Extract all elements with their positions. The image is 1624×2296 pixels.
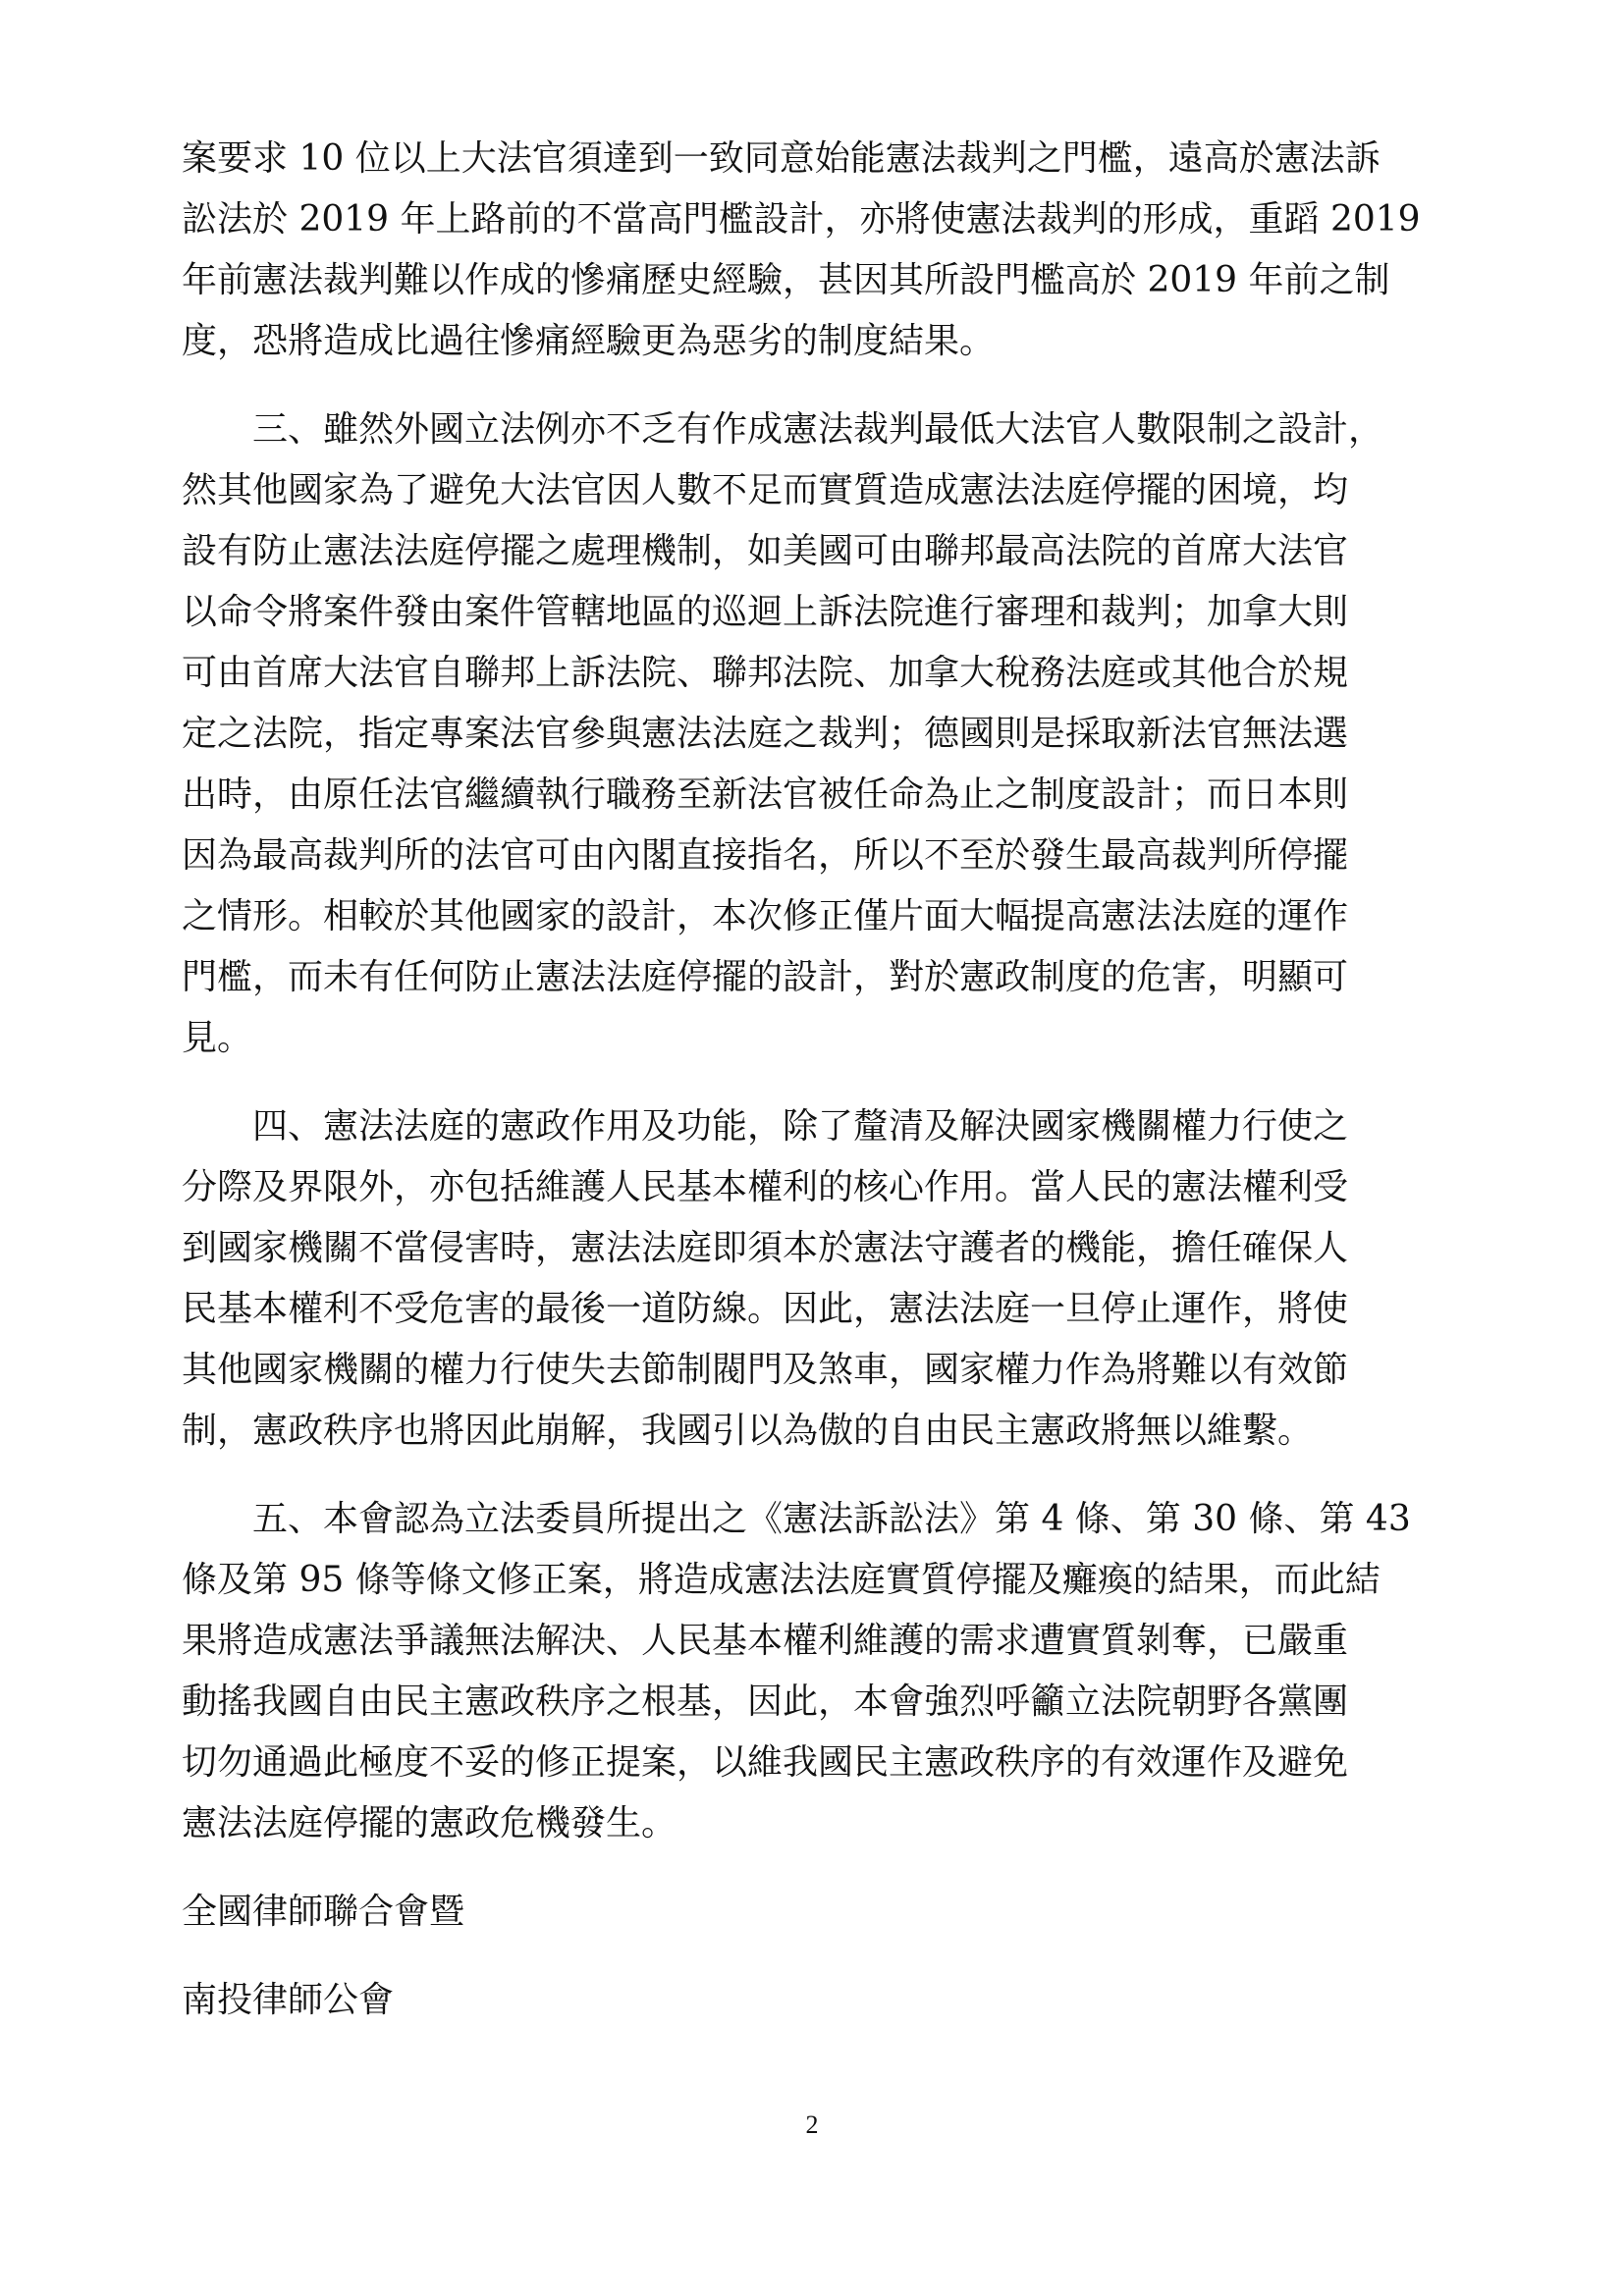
text-line: 動搖我國自由民主憲政秩序之根基，因此，本會強烈呼籲立法院朝野各黨團 [182,1682,1349,1722]
text-line: 以命令將案件發由案件管轄地區的巡迴上訴法院進行審理和裁判；加拿大則 [182,592,1349,632]
text-line: 設有防止憲法法庭停擺之處理機制，如美國可由聯邦最高法院的首席大法官 [182,531,1349,571]
text-line: 然其他國家為了避免大法官因人數不足而實質造成憲法法庭停擺的困境，均 [182,470,1349,510]
text-line: 度，恐將造成比過往慘痛經驗更為惡劣的制度結果。 [182,321,996,361]
text-line: 可由首席大法官自聯邦上訴法院、聯邦法院、加拿大稅務法庭或其他合於規 [182,653,1349,693]
text-line: 五、本會認為立法委員所提出之《憲法訴訟法》第 4 條、第 30 條、第 43 [182,1499,1411,1539]
text-line: 四、憲法法庭的憲政作用及功能，除了釐清及解決國家機關權力行使之 [182,1106,1349,1147]
text-line: 案要求 10 位以上大法官須達到一致同意始能憲法裁判之門檻，遠高於憲法訴 [182,138,1380,179]
text-line: 訟法於 2019 年上路前的不當高門檻設計，亦將使憲法裁判的形成，重蹈 2019 [182,199,1421,240]
text-line: 因為最高裁判所的法官可由內閣直接指名，所以不至於發生最高裁判所停擺 [182,835,1349,876]
signature-line: 南投律師公會 [182,1980,395,2020]
text-line: 憲法法庭停擺的憲政危機發生。 [182,1803,677,1843]
text-line: 定之法院，指定專案法官參與憲法法庭之裁判；德國則是採取新法官無法選 [182,714,1349,754]
text-line: 之情形。相較於其他國家的設計，本次修正僅片面大幅提高憲法法庭的運作 [182,896,1349,936]
text-line: 年前憲法裁判難以作成的慘痛歷史經驗，甚因其所設門檻高於 2019 年前之制 [182,260,1390,300]
text-line: 分際及界限外，亦包括維護人民基本權利的核心作用。當人民的憲法權利受 [182,1167,1349,1207]
text-line: 條及第 95 條等條文修正案，將造成憲法法庭實質停擺及癱瘓的結果，而此結 [182,1560,1380,1600]
text-line: 果將造成憲法爭議無法解決、人民基本權利維護的需求遭實質剝奪，已嚴重 [182,1621,1349,1661]
text-line: 到國家機關不當侵害時，憲法法庭即須本於憲法守護者的機能，擔任確保人 [182,1228,1349,1268]
text-line: 切勿通過此極度不妥的修正提案，以維我國民主憲政秩序的有效運作及避免 [182,1742,1349,1783]
signature-line: 全國律師聯合會暨 [182,1892,465,1932]
text-line: 三、雖然外國立法例亦不乏有作成憲法裁判最低大法官人數限制之設計， [182,409,1384,450]
text-line: 見。 [182,1018,253,1058]
text-line: 其他國家機關的權力行使失去節制閥門及煞車，國家權力作為將難以有效節 [182,1350,1349,1390]
page-number: 2 [805,2110,819,2139]
text-line: 門檻，而未有任何防止憲法法庭停擺的設計，對於憲政制度的危害，明顯可 [182,957,1349,997]
text-line: 制，憲政秩序也將因此崩解，我國引以為傲的自由民主憲政將無以維繫。 [182,1411,1314,1451]
text-line: 出時，由原任法官繼續執行職務至新法官被任命為止之制度設計；而日本則 [182,774,1349,815]
text-line: 民基本權利不受危害的最後一道防線。因此，憲法法庭一旦停止運作，將使 [182,1289,1349,1329]
